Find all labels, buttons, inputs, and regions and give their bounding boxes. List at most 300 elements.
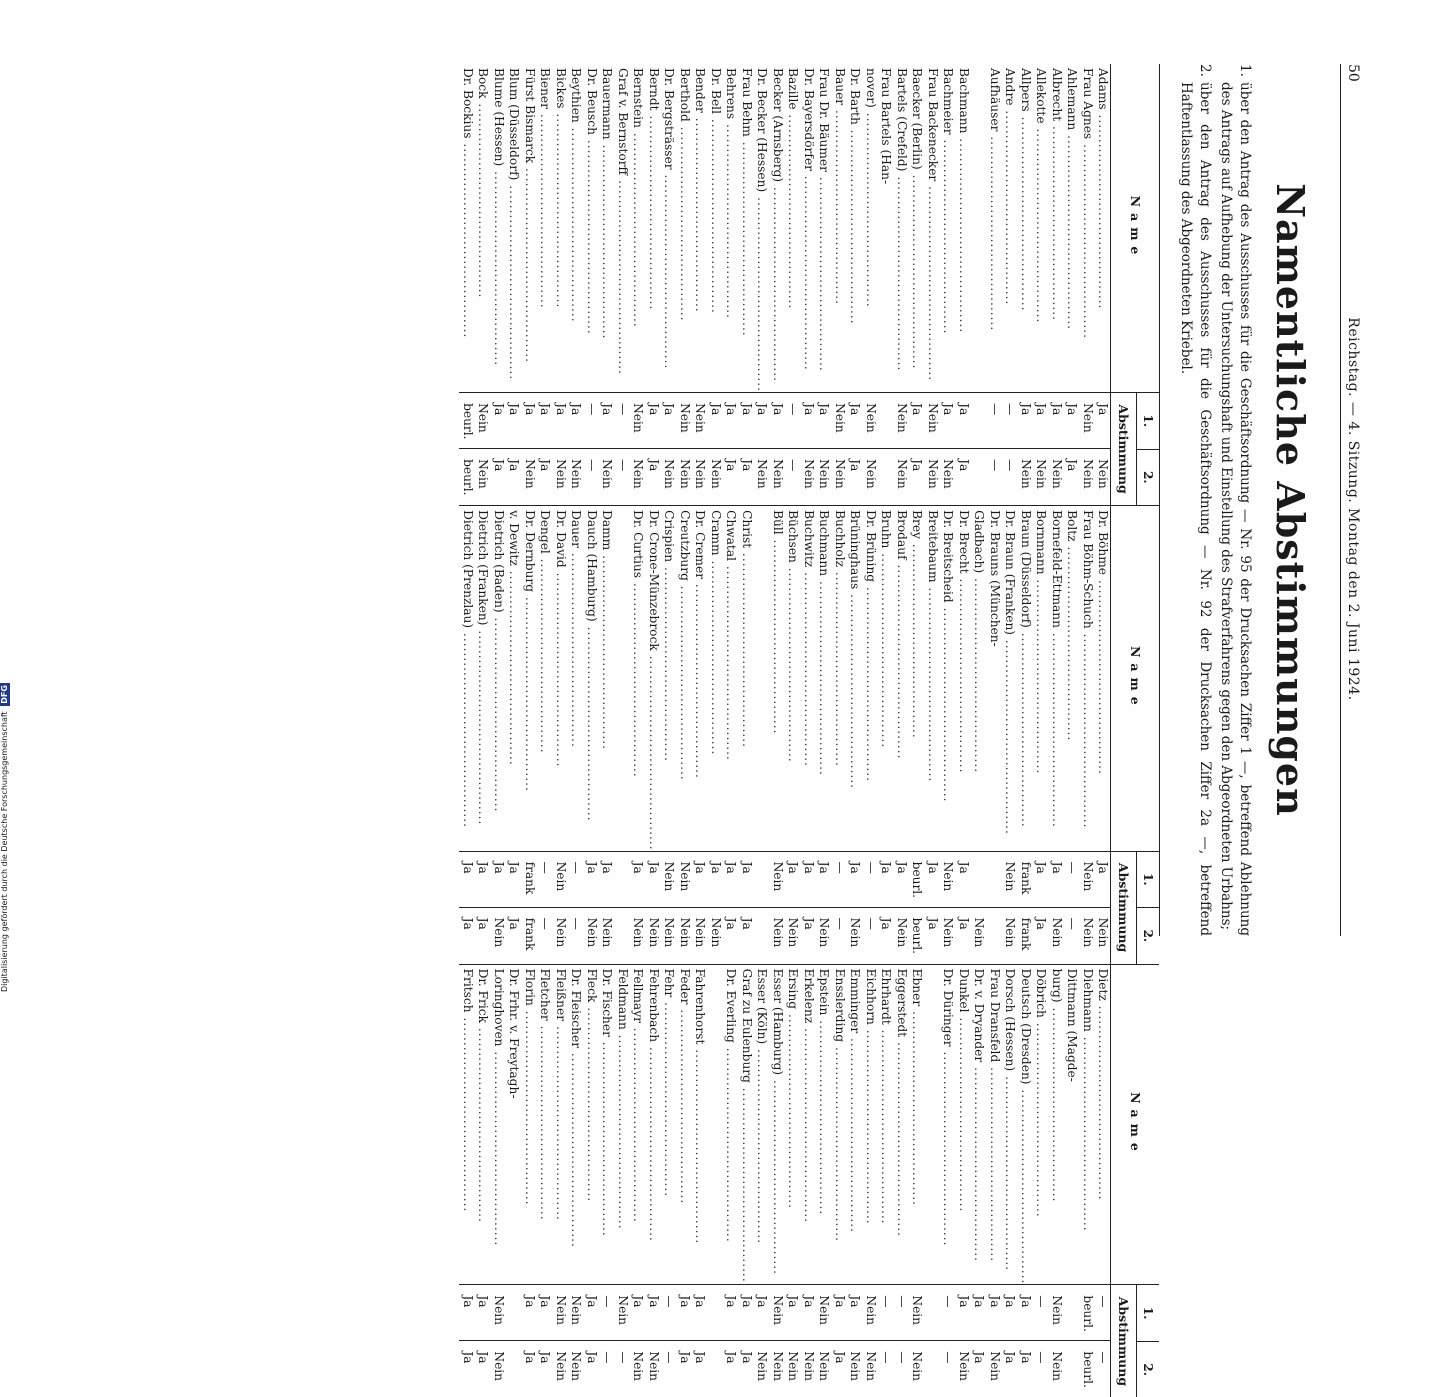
vote-1: Ja xyxy=(739,1285,755,1341)
dot-leader: ........................................ xyxy=(755,1044,770,1245)
dot-leader: ........................................ xyxy=(972,573,987,774)
member-name-text: Bender xyxy=(693,68,708,113)
vote-2: Nein xyxy=(709,459,723,489)
vote-1: Ja xyxy=(785,852,801,908)
dot-leader: ........................................ xyxy=(895,171,909,372)
vote-1: Ja xyxy=(475,852,491,908)
member-name xyxy=(832,64,848,393)
member-name xyxy=(940,965,956,1286)
member-name xyxy=(506,64,522,393)
vote-2: frank xyxy=(1019,917,1033,951)
dot-leader: ........................................ xyxy=(678,580,692,781)
member-name xyxy=(630,965,646,1286)
member-name-text: Fleißner xyxy=(554,968,568,1022)
table-row xyxy=(1049,965,1065,1397)
member-name xyxy=(723,506,739,852)
vote-2: Ja xyxy=(724,459,739,472)
dot-leader: ........................................ xyxy=(1003,105,1018,306)
vote-2: — xyxy=(600,1351,615,1364)
vote-1: beurl. xyxy=(1080,1285,1096,1341)
dot-leader: ........................................ xyxy=(817,171,832,372)
vote-tables xyxy=(460,64,1161,1388)
table-row xyxy=(553,64,569,505)
vote-1: Ja xyxy=(925,852,941,908)
dot-leader: ........................................ xyxy=(879,548,894,749)
dot-leader: ........................................ xyxy=(848,1033,863,1234)
member-name-text: Dauch (Hamburg) xyxy=(585,510,599,622)
vote-2: Ja xyxy=(507,917,522,930)
member-name xyxy=(584,64,600,393)
vote-2: Nein xyxy=(523,459,537,489)
vote-1: Ja xyxy=(878,852,894,908)
member-name xyxy=(506,965,522,1286)
dot-leader: ........................................ xyxy=(957,573,971,774)
dot-leader: ........................................ xyxy=(864,582,878,782)
vote-2 xyxy=(615,908,631,964)
table-row xyxy=(615,965,631,1397)
dot-leader: ........................................ xyxy=(678,121,692,322)
member-name-text: Berthold xyxy=(678,68,692,122)
vote-1: Nein xyxy=(909,1285,925,1341)
vote-2: Nein xyxy=(476,459,491,489)
table-row xyxy=(615,64,631,505)
dot-leader: ........................................ xyxy=(693,1044,708,1245)
dot-leader: ........................................ xyxy=(771,534,785,735)
member-name-text: Dr. Fleischer xyxy=(569,968,584,1049)
member-name xyxy=(522,965,538,1286)
dot-leader: ........................................ xyxy=(1065,541,1080,742)
vote-2: Nein xyxy=(569,459,584,489)
vote-2: — xyxy=(1096,1351,1111,1364)
member-name xyxy=(677,64,693,393)
member-name-text: Dietrich (Franken) xyxy=(476,510,491,626)
table-row xyxy=(987,506,1003,964)
dot-leader: ........................................ xyxy=(895,1037,909,1238)
member-name xyxy=(785,506,801,852)
vote-1: Ja xyxy=(1049,852,1065,908)
member-name-text: Christ xyxy=(740,510,754,549)
vote-2: Nein xyxy=(662,459,677,489)
table-row xyxy=(878,965,894,1397)
vote-1: Ja xyxy=(987,1285,1003,1341)
dot-leader: ........................................ xyxy=(647,1042,661,1242)
vote-1: Ja xyxy=(847,852,863,908)
dot-leader: ........................................ xyxy=(740,1082,754,1283)
dot-leader: ........................................ xyxy=(724,561,739,761)
vote-2: — xyxy=(1065,917,1080,930)
member-name-text: Brodauf xyxy=(895,510,909,560)
header-name: Name xyxy=(1112,965,1160,1286)
member-name-text: Buchmann xyxy=(817,510,832,577)
member-name xyxy=(1049,965,1065,1286)
vote-1: Ja xyxy=(739,393,755,449)
header-vote-label: Abstimmung xyxy=(1116,1296,1132,1387)
table-row xyxy=(1080,965,1096,1397)
dot-leader: ........................................ xyxy=(972,1062,987,1263)
member-name-text: Breitebaum xyxy=(926,510,940,583)
vote-1: Ja xyxy=(692,1285,708,1341)
vote-1 xyxy=(1064,1285,1080,1341)
dot-leader: ........................................ xyxy=(507,565,522,766)
dot-leader: ........................................ xyxy=(1034,123,1049,324)
member-name xyxy=(847,64,863,393)
member-name-text: Chwatal xyxy=(724,510,739,561)
dot-leader: ........................................ xyxy=(461,138,475,339)
member-name xyxy=(1095,965,1111,1286)
vote-2: Ja xyxy=(585,1351,599,1364)
dot-leader: ........................................ xyxy=(554,1021,568,1221)
vote-1: Ja xyxy=(553,393,569,449)
member-name xyxy=(646,965,662,1286)
member-name xyxy=(971,965,987,1286)
member-name xyxy=(460,506,476,852)
header-vote-1: 1. xyxy=(1138,1285,1160,1342)
member-name-text: Dr. v. Dryander xyxy=(972,968,987,1063)
motion-text: über den Antrag des Ausschusses für die Geschäftsordnung — Nr. 92 der Drucksachen Ziffer 2a —, betreffend Haftentlassung des Abgeordneten Kriebel. xyxy=(1178,82,1214,936)
member-name xyxy=(1064,506,1080,852)
member-name xyxy=(940,506,956,852)
member-name-text: Dr. Brauns (München- xyxy=(988,510,1002,647)
dot-leader: ........................................ xyxy=(600,139,615,340)
vote-2: Nein xyxy=(848,1351,863,1382)
vote-2: Nein xyxy=(972,917,987,948)
member-name-text: burg) xyxy=(1050,968,1064,1003)
member-name-text: Fehrenbach xyxy=(647,968,661,1043)
member-name xyxy=(723,64,739,393)
header-vote-2: 2. xyxy=(1141,470,1156,484)
table-row xyxy=(1033,965,1049,1397)
vote-1: beurl. xyxy=(909,852,925,908)
vote-2: Nein xyxy=(957,1351,971,1382)
vote-1: — xyxy=(661,1285,677,1341)
header-name: Name xyxy=(1112,506,1160,852)
member-name-text: Emminger xyxy=(848,968,863,1034)
vote-2: Ja xyxy=(538,1351,553,1364)
dot-leader: ........................................ xyxy=(554,567,568,768)
dot-leader: ........................................ xyxy=(879,1024,894,1225)
vote-2: Ja xyxy=(461,1351,475,1364)
dot-leader: ........................................ xyxy=(1019,111,1033,312)
vote-1: Ja xyxy=(646,1285,662,1341)
member-name-text: Bornefeld-Ettmann xyxy=(1050,510,1064,628)
member-name xyxy=(553,965,569,1286)
dot-leader: ........................................ xyxy=(848,589,863,790)
vote-1: Ja xyxy=(646,852,662,908)
table-row xyxy=(956,965,972,1397)
vote-1: Nein xyxy=(925,393,941,449)
dot-leader: ........................................ xyxy=(461,1012,475,1213)
vote-2: Ja xyxy=(910,459,925,472)
table-row xyxy=(801,64,817,505)
vote-1: frank xyxy=(1018,852,1034,908)
funding-text: Digitalisierung gefördert durch die Deutsche Forschungsgemeinschaft xyxy=(0,711,9,992)
vote-2: Ja xyxy=(693,1351,708,1364)
dot-leader: ........................................ xyxy=(569,122,584,323)
member-name xyxy=(754,965,770,1286)
member-name-text: Aufhäuser xyxy=(988,68,1002,132)
member-name-text: Berndt xyxy=(647,68,661,111)
vote-1: Ja xyxy=(599,852,615,908)
member-name xyxy=(816,64,832,393)
table-row xyxy=(553,506,569,964)
member-name-text: Cramm xyxy=(709,510,723,556)
vote-1: Nein xyxy=(692,393,708,449)
member-name xyxy=(909,64,925,393)
member-name xyxy=(909,506,925,852)
vote-1 xyxy=(878,393,894,449)
funding-note xyxy=(0,0,10,992)
member-name-text: Dorsch (Hessen) xyxy=(1003,968,1018,1072)
vote-2: — xyxy=(585,459,599,472)
member-name xyxy=(475,506,491,852)
dot-leader: ........................................ xyxy=(910,169,925,370)
member-name-text: Crispien xyxy=(662,510,677,563)
dot-leader: ........................................ xyxy=(647,110,661,311)
header-vote-1: 1. xyxy=(1138,393,1160,450)
table-row xyxy=(460,965,476,1397)
running-header xyxy=(1341,64,1361,936)
table-row xyxy=(568,506,584,964)
member-name-text: Frau Behm xyxy=(740,68,754,137)
member-name-text: Dittmann (Magde- xyxy=(1065,968,1080,1082)
dot-leader: ........................................ xyxy=(740,136,754,337)
vote-2: Ja xyxy=(740,459,754,472)
member-name xyxy=(1064,64,1080,393)
member-name xyxy=(553,64,569,393)
member-name xyxy=(987,965,1003,1286)
table-row xyxy=(971,64,987,505)
dot-leader: ........................................ xyxy=(817,1015,832,1216)
member-name xyxy=(522,64,538,393)
dot-leader: ........................................ xyxy=(926,582,940,783)
header-vote-1: 1. xyxy=(1138,852,1160,909)
table-row xyxy=(878,64,894,505)
dot-leader: ........................................ xyxy=(848,124,863,325)
member-name-text: Frau Backenecker xyxy=(926,68,940,182)
table-row xyxy=(940,64,956,505)
table-header xyxy=(1111,965,1160,1397)
table-row xyxy=(754,506,770,964)
table-row xyxy=(708,64,724,505)
member-name-text: Frau Dr. Bäumer xyxy=(817,68,832,172)
dot-leader: ........................................ xyxy=(709,555,723,756)
table-row xyxy=(1095,965,1111,1397)
member-name xyxy=(909,965,925,1286)
member-name xyxy=(816,965,832,1286)
vote-2: Nein xyxy=(848,917,863,948)
dot-leader: ........................................ xyxy=(538,108,553,309)
table-row xyxy=(661,965,677,1397)
vote-1 xyxy=(971,393,987,449)
vote-2: Ja xyxy=(1019,1351,1033,1364)
vote-1: Nein xyxy=(630,393,646,449)
dot-leader: ........................................ xyxy=(988,1062,1002,1263)
table-row xyxy=(460,64,476,505)
vote-2: Nein xyxy=(647,917,661,948)
dot-leader: ........................................ xyxy=(833,1042,847,1242)
vote-1: Ja xyxy=(1033,393,1049,449)
vote-1: Ja xyxy=(708,393,724,449)
vote-2: Nein xyxy=(492,917,506,948)
member-name-text: Fehr xyxy=(662,968,677,998)
dot-leader: ........................................ xyxy=(957,133,971,334)
member-name xyxy=(568,965,584,1286)
vote-2: Ja xyxy=(833,1351,847,1364)
dot-leader: ........................................ xyxy=(1050,121,1064,321)
member-name xyxy=(971,64,987,393)
dot-leader: ........................................ xyxy=(786,109,801,310)
member-name-text: Andre xyxy=(1003,68,1018,106)
dot-leader: ........................................ xyxy=(802,1023,816,1224)
member-name-text: Dengel xyxy=(538,510,553,554)
dot-leader: ........................................ xyxy=(1096,1000,1111,1201)
dot-leader: ........................................ xyxy=(647,650,661,851)
scanned-page xyxy=(10,0,1434,1388)
vote-2: Ja xyxy=(724,917,739,930)
vote-1: Nein xyxy=(816,1285,832,1341)
vote-1: — xyxy=(1095,1285,1111,1341)
member-name xyxy=(661,965,677,1286)
vote-2: Nein xyxy=(631,459,646,489)
member-name xyxy=(599,64,615,393)
vote-2: — xyxy=(864,917,878,930)
vote-2: beurl. xyxy=(1081,1351,1095,1388)
vote-1: Nein xyxy=(661,852,677,908)
vote-2: Nein xyxy=(1081,459,1095,489)
member-name-text: Esser (Köln) xyxy=(755,968,770,1045)
vote-1: beurl. xyxy=(460,393,476,449)
vote-1: Ja xyxy=(723,393,739,449)
dot-leader: ........................................ xyxy=(600,1036,615,1237)
table-row xyxy=(677,506,693,964)
member-name-text: Dr. Bockius xyxy=(461,68,475,139)
vote-2: Nein xyxy=(1003,917,1018,948)
member-name xyxy=(630,506,646,852)
dot-leader: ........................................ xyxy=(1050,628,1064,828)
table-row xyxy=(832,64,848,505)
header-vote-label: Abstimmung xyxy=(1116,862,1132,953)
member-name xyxy=(1018,506,1034,852)
member-name xyxy=(847,965,863,1286)
vote-1: Ja xyxy=(894,852,910,908)
member-name xyxy=(878,506,894,852)
member-name xyxy=(987,506,1003,852)
member-name-text: Dr. Crone-Münzebrock xyxy=(647,510,661,651)
dot-leader: ........................................ xyxy=(817,576,832,776)
member-name xyxy=(692,506,708,852)
member-name-text: Fleck xyxy=(585,968,599,1003)
member-name-text: Bachmann xyxy=(957,68,971,134)
member-name-text: Dr. Braun (Franken) xyxy=(1003,510,1018,636)
dot-leader: ........................................ xyxy=(476,98,491,299)
table-row xyxy=(956,64,972,505)
dot-leader: ........................................ xyxy=(1065,130,1080,331)
vote-2: Nein xyxy=(554,1351,568,1382)
vote-1: Ja xyxy=(847,1285,863,1341)
vote-1: Ja xyxy=(801,393,817,449)
vote-1: Ja xyxy=(537,1285,553,1341)
member-name xyxy=(847,506,863,852)
vote-1: — xyxy=(1002,393,1018,449)
member-name xyxy=(785,64,801,393)
table-row xyxy=(506,506,522,964)
table-row xyxy=(1002,965,1018,1397)
vote-1: Ja xyxy=(816,393,832,449)
dot-leader: ........................................ xyxy=(616,175,630,376)
vote-2: Nein xyxy=(693,917,708,948)
dot-leader: ........................................ xyxy=(864,1024,878,1225)
member-name-text: Dr. Bayersdörfer xyxy=(802,68,816,171)
member-name-text: Fellmayr xyxy=(631,968,646,1023)
dot-leader: ........................................ xyxy=(1096,109,1111,310)
member-name xyxy=(475,965,491,1286)
member-name-text: Dr. Frick xyxy=(476,968,491,1023)
member-name-text: Büll xyxy=(771,510,785,535)
table-row xyxy=(630,965,646,1397)
dot-leader: ........................................ xyxy=(786,562,801,763)
vote-1: Nein xyxy=(770,1285,786,1341)
table-row xyxy=(661,64,677,505)
member-name xyxy=(537,965,553,1286)
vote-1: Ja xyxy=(506,852,522,908)
table-row xyxy=(909,965,925,1397)
vote-2: Nein xyxy=(771,917,785,948)
vote-1: Nein xyxy=(1080,852,1096,908)
header-vote-2: 2. xyxy=(1141,1363,1156,1377)
member-name xyxy=(475,64,491,393)
member-name xyxy=(971,506,987,852)
table-row xyxy=(723,64,739,505)
dot-leader: ........................................ xyxy=(802,567,816,768)
table-row xyxy=(615,506,631,964)
member-name xyxy=(708,506,724,852)
member-name xyxy=(708,965,724,1286)
table-row xyxy=(1049,64,1065,505)
dot-leader: ........................................ xyxy=(895,559,909,760)
member-name xyxy=(708,64,724,393)
member-name xyxy=(832,506,848,852)
table-row xyxy=(785,506,801,964)
dot-leader: ........................................ xyxy=(569,1048,584,1248)
table-row xyxy=(630,506,646,964)
vote-2 xyxy=(754,908,770,964)
member-name xyxy=(770,64,786,393)
vote-2 xyxy=(987,908,1003,964)
vote-1: Ja xyxy=(739,852,755,908)
dot-leader: ........................................ xyxy=(554,108,568,309)
table-row xyxy=(971,506,987,964)
member-name xyxy=(987,64,1003,393)
member-name xyxy=(863,506,879,852)
member-name xyxy=(1002,965,1018,1286)
dot-leader: ........................................ xyxy=(1050,1002,1064,1203)
vote-2: Ja xyxy=(538,459,553,472)
dot-leader: ........................................ xyxy=(523,163,537,363)
member-name-text: Albrecht xyxy=(1050,68,1064,122)
table-row xyxy=(816,506,832,964)
member-name xyxy=(925,64,941,393)
member-name xyxy=(491,965,507,1286)
member-name xyxy=(1033,965,1049,1286)
table-row xyxy=(754,965,770,1397)
vote-2: Nein xyxy=(631,1351,646,1382)
dot-leader: ........................................ xyxy=(1096,574,1111,775)
member-name-text: Dr. David xyxy=(554,510,568,568)
table-row xyxy=(1002,64,1018,505)
vote-1: Nein xyxy=(940,852,956,908)
vote-1: — xyxy=(894,1285,910,1341)
member-name-text: Dr. Beusch xyxy=(585,68,599,135)
